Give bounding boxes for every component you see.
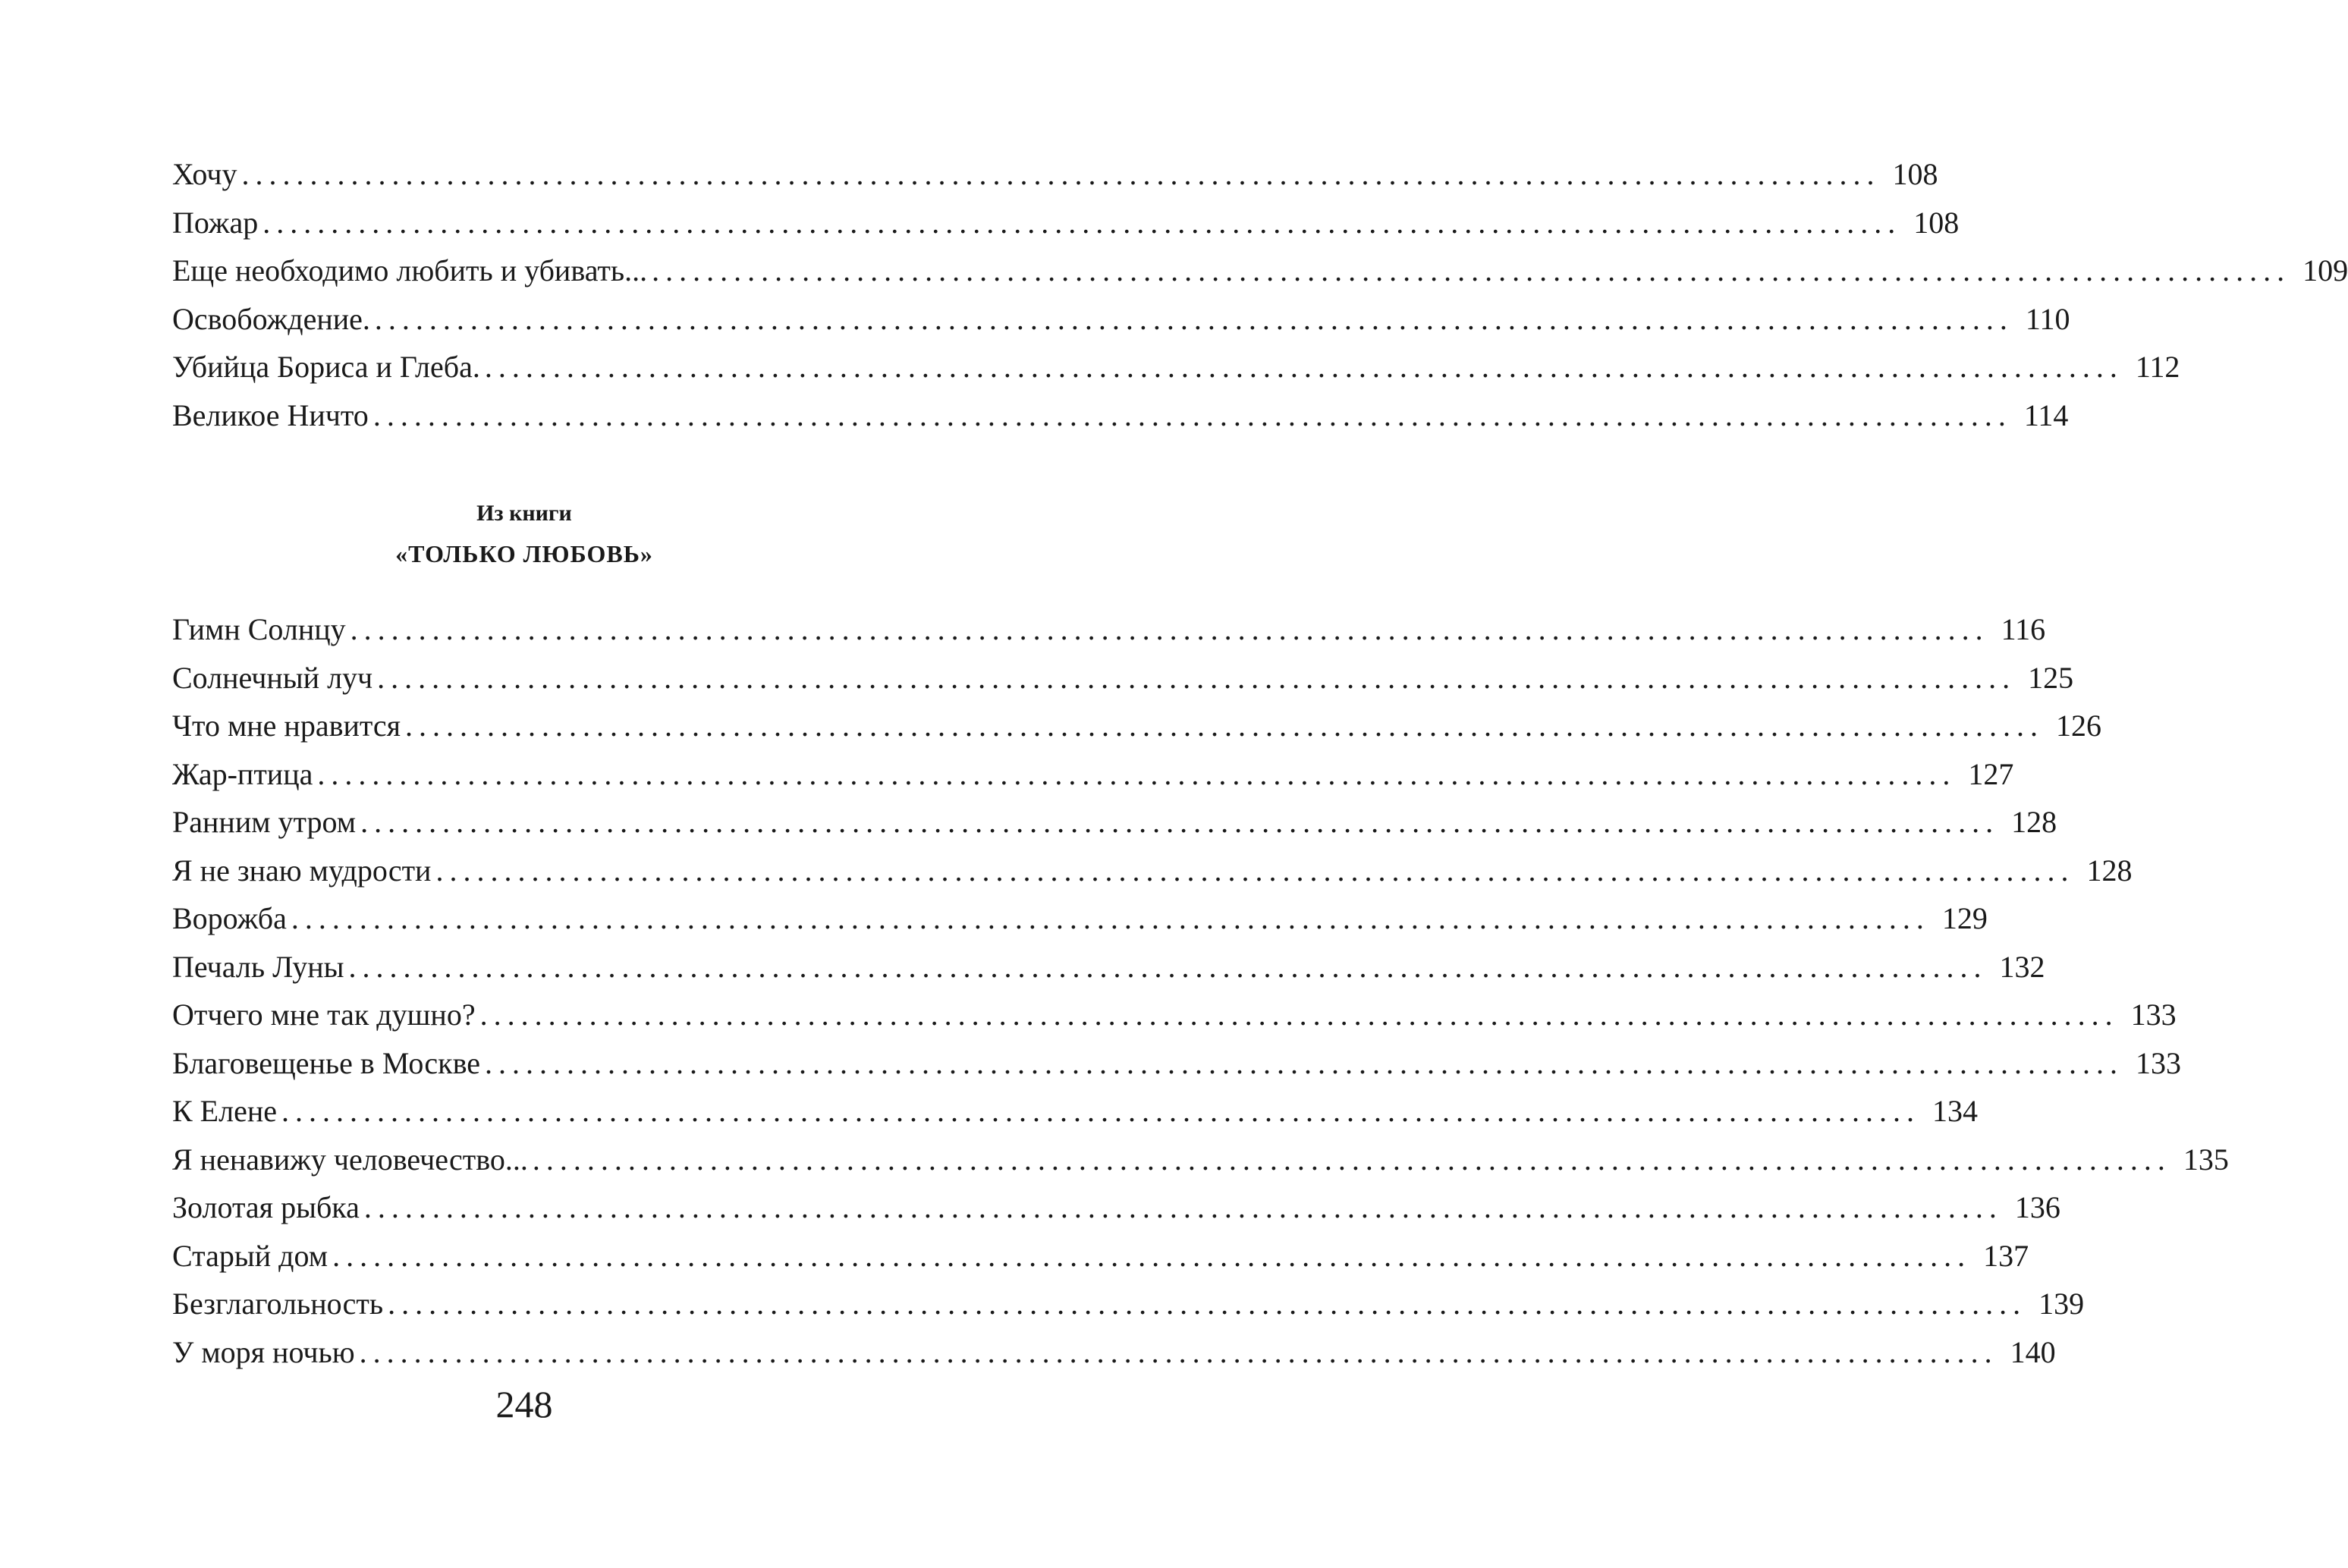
toc-entry-page: 132 <box>1999 949 2045 984</box>
toc-entry <box>172 943 2045 991</box>
toc-entry-page: 126 <box>2056 709 2101 743</box>
dot-leader: ........................................................................................................................ <box>652 253 2291 288</box>
toc-entry-page: 137 <box>1983 1238 2029 1273</box>
toc-entry-page: 116 <box>2001 612 2046 646</box>
dot-leader: ........................................................................................................................ <box>262 205 1902 240</box>
toc-entry <box>172 894 1988 943</box>
toc-entry <box>172 654 2074 702</box>
toc-entry <box>172 702 2101 750</box>
toc-entry-page: 128 <box>2011 805 2057 839</box>
toc-entry <box>172 1328 2056 1377</box>
toc-entry <box>172 750 2014 799</box>
toc-entry-page: 110 <box>2025 301 2070 336</box>
dot-leader: ........................................................................................................................ <box>479 998 2119 1032</box>
toc-entry-title: Жар-птица <box>172 756 313 791</box>
toc-entry-title: Я ненавижу человечество... <box>172 1142 528 1177</box>
dot-leader: ........................................................................................................................ <box>532 1142 2171 1177</box>
toc-list-second <box>172 605 2229 1376</box>
toc-entry-title: Старый дом <box>172 1238 328 1273</box>
section-heading-title: «ТОЛЬКО ЛЮБОВЬ» <box>395 540 653 567</box>
dot-leader: ........................................................................................................................ <box>350 612 1989 646</box>
dot-leader: ........................................................................................................................ <box>241 157 1881 191</box>
toc-entry-title: Ранним утром <box>172 805 357 839</box>
toc-entry-page: 133 <box>2130 998 2177 1032</box>
toc-entry-title: Что мне нравится <box>172 709 401 743</box>
dot-leader: ........................................................................................................................ <box>484 350 2123 384</box>
dot-leader: ........................................................................................................................ <box>388 1287 2027 1321</box>
toc-entry-title: Освобождение. <box>172 301 370 336</box>
toc-entry <box>172 1136 2229 1184</box>
toc-entry <box>172 391 2069 440</box>
dot-leader: ........................................................................................................................ <box>360 805 2000 839</box>
toc-entry-title: Печаль Луны <box>172 949 344 984</box>
toc-entry <box>172 1183 2060 1232</box>
toc-entry-page: 129 <box>1941 901 1988 935</box>
dot-leader: ........................................................................................................................ <box>359 1334 1998 1369</box>
toc-entry-title: Благовещенье в Москве <box>172 1045 480 1080</box>
toc-entry-page: 112 <box>2135 350 2180 384</box>
toc-entry-page: 133 <box>2135 1045 2181 1080</box>
toc-entry-page: 125 <box>2028 660 2074 695</box>
toc-entry <box>172 1039 2181 1088</box>
toc-entry <box>172 295 2070 344</box>
dot-leader: ........................................................................................................................ <box>348 949 1988 984</box>
toc-entry-title: Безглагольность <box>172 1287 384 1321</box>
toc-entry-title: Хочу <box>172 157 237 191</box>
toc-entry-title: Я не знаю мудрости <box>172 853 432 888</box>
dot-leader: ........................................................................................................................ <box>291 901 1930 935</box>
toc-list-first <box>172 150 2348 439</box>
toc-entry-title: Отчего мне так душно? <box>172 998 476 1032</box>
dot-leader: ........................................................................................................................ <box>332 1238 1972 1273</box>
toc-entry-page: 108 <box>1892 157 1938 191</box>
toc-entry-page: 127 <box>1968 756 2014 791</box>
dot-leader: ........................................................................................................................ <box>281 1094 1920 1128</box>
toc-entry <box>172 991 2177 1039</box>
toc-entry-title: Золотая рыбка <box>172 1190 360 1224</box>
dot-leader: ........................................................................................................................ <box>484 1045 2123 1080</box>
toc-entry <box>172 343 2180 391</box>
toc-entry-title: Гимн Солнцу <box>172 612 346 646</box>
toc-entry-page: 136 <box>2014 1190 2060 1224</box>
toc-entry-title: Еще необходимо любить и убивать... <box>172 253 648 288</box>
toc-entry-page: 134 <box>1932 1094 1978 1128</box>
toc-entry <box>172 199 1960 247</box>
toc-entry-page: 114 <box>2023 397 2069 432</box>
toc-entry-title: Ворожба <box>172 901 287 935</box>
toc-entry <box>172 1087 1978 1136</box>
toc-entry <box>172 1232 2029 1280</box>
toc-entry-title: У моря ночью <box>172 1334 355 1369</box>
toc-entry-title: Пожар <box>172 205 259 240</box>
dot-leader: ........................................................................................................................ <box>435 853 2075 888</box>
toc-entry-page: 139 <box>2038 1287 2085 1321</box>
section-heading-label: Из книги <box>476 501 572 526</box>
toc-entry <box>172 1280 2085 1328</box>
toc-entry-title: К Елене <box>172 1094 277 1128</box>
toc-entry-title: Убийца Бориса и Глеба. <box>172 350 480 384</box>
toc-entry <box>172 847 2133 895</box>
toc-entry-page: 128 <box>2086 853 2133 888</box>
toc-entry-title: Великое Ничто <box>172 397 369 432</box>
dot-leader: ........................................................................................................................ <box>317 756 1957 791</box>
dot-leader: ........................................................................................................................ <box>372 397 2012 432</box>
dot-leader: ........................................................................................................................ <box>363 1190 2003 1224</box>
toc-entry <box>172 605 2046 654</box>
toc-entry-page: 109 <box>2302 253 2348 288</box>
toc-entry-page: 108 <box>1913 205 1960 240</box>
dot-leader: ........................................................................................................................ <box>374 301 2013 336</box>
toc-entry-page: 135 <box>2183 1142 2229 1177</box>
toc-entry <box>172 798 2057 847</box>
toc-entry-page: 140 <box>2010 1334 2056 1369</box>
page-number: 248 <box>495 1383 553 1425</box>
toc-entry <box>172 150 1938 199</box>
dot-leader: ........................................................................................................................ <box>377 660 2016 695</box>
toc-entry <box>172 247 2348 295</box>
toc-entry-title: Солнечный луч <box>172 660 373 695</box>
dot-leader: ........................................................................................................................ <box>405 709 2044 743</box>
